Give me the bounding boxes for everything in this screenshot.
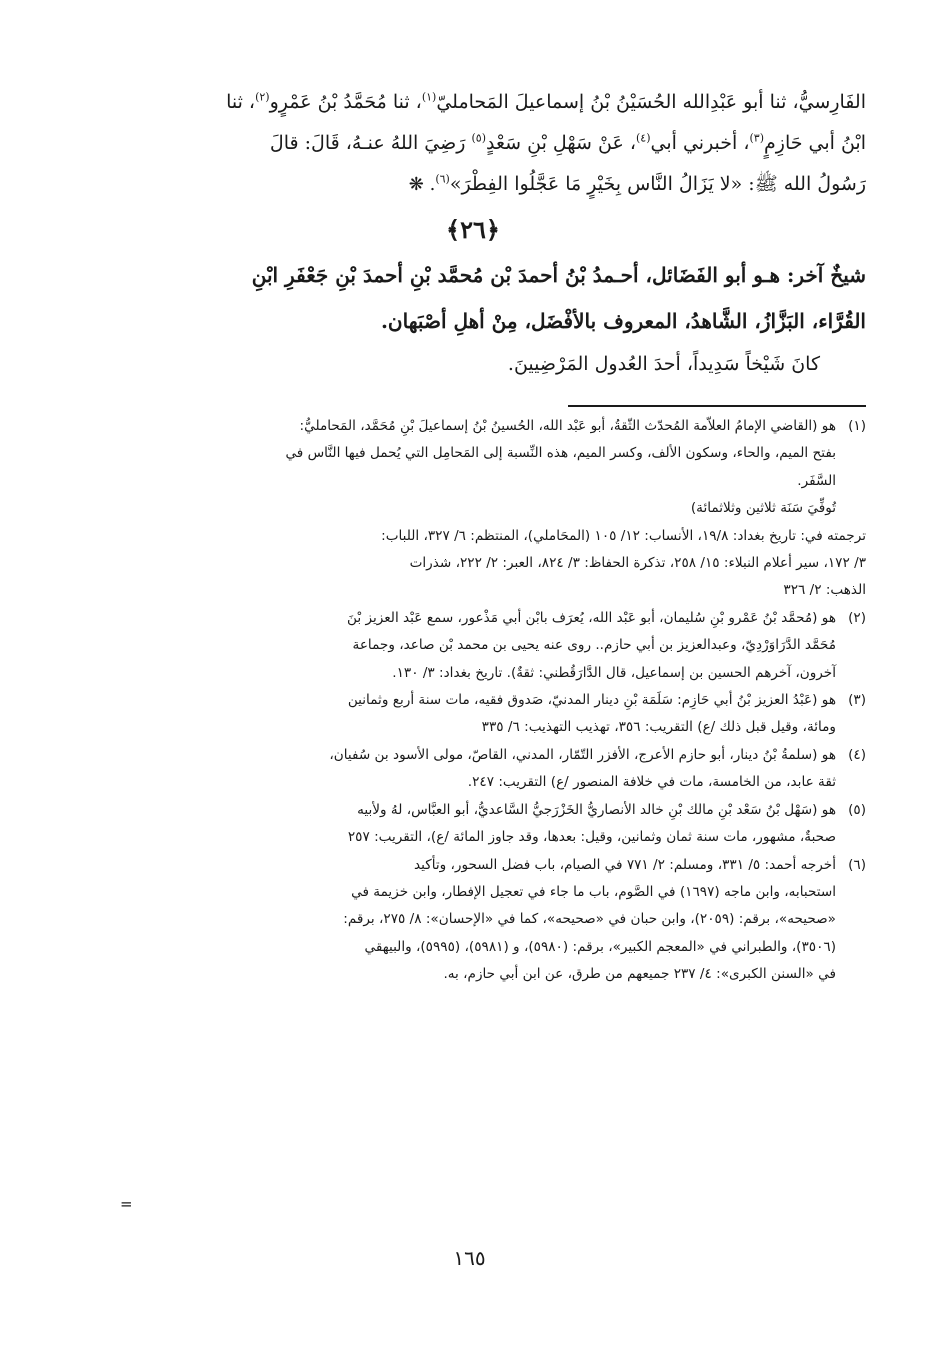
footnote-ref-5[interactable]: (٥) <box>471 131 487 145</box>
continuation-mark: = <box>120 1195 133 1213</box>
footnote-number: (١) <box>848 418 866 434</box>
footnote-ref-2[interactable]: (٢) <box>255 90 270 104</box>
hadith-paragraph <box>80 82 866 205</box>
footnote-ref-6[interactable]: (٦) <box>435 172 450 186</box>
footnote-4 <box>80 742 866 797</box>
hadith-line-2: ابْنُ أبي حَازِمٍ$^{(٣)}$، أخبرني أبي$^{(٤)}$، عَنْ سَهْلِ بْنِ سَعْدٍ$^{(٥)}$ رَضِيَ اللهُ عنـهُ، قَالَ: قالَ <box>269 131 866 154</box>
bio-line-2: القُرَّاء، البَزَّازُ، الشَّاهدُ، المعروف بالأفْضَل، مِنْ أهلِ أصْبَهان. <box>380 309 866 333</box>
hadith-line-1: الفَارِسيُّ، ثنا أبو عَبْدِالله الحُسَيْنُ بْنُ إسماعيلَ المَحامليّ$^{(١)}$، ثنا مُحَمَّدُ بْنُ عَمْرٍو$^{(٢)}$، ثنا <box>226 90 866 113</box>
footnote-ref-1[interactable]: (١) <box>421 90 437 104</box>
end-star-icon: . ❋ <box>408 174 436 195</box>
page-content <box>80 82 866 989</box>
footnote-ref-3[interactable]: (٣) <box>749 131 764 145</box>
footnote-number: (٣) <box>848 692 866 709</box>
footnote-3 <box>80 687 866 742</box>
section-number: ﴿٢٦﴾ <box>446 215 500 244</box>
page-number: ١٦٥ <box>453 1246 486 1270</box>
footnote-body: هو (سَهْل بْنُ سَعْد بْنِ مالك بْنِ خالد الأنصاريُّ الخَزْرَجيُّ السَّاعديُّ، أبو العبَّاس، لهُ ولأبيه صحبةٌ، مشهور، مات سنة ثمان وثمانين، وقيل: بعدها، وقد جاوز المائة /ع)، التقريب: ٢٥٧ <box>347 801 836 846</box>
bio-line-1: شيخٌ آخر: هـو أبو الفَضَائل، أحـمدُ بْنُ أحمدَ بْن مُحمَّد بْنِ أحمدَ بْنِ جَعْفَرِ ابْنِ <box>251 263 866 287</box>
footnote-body: هو (سلمةُ بْنُ دينار، أبو حازم الأعرج، الأفزر التّمّار، المدني، القاصّ، مولى الأسود بن سُفيان، ثقة عابد، من الخامسة، مات في خلافة المنصور /ع) التقريب: ٢٤٧. <box>329 746 836 791</box>
footnotes <box>80 413 866 989</box>
footnote-number: (٥) <box>848 801 866 818</box>
footnote-6 <box>80 852 866 989</box>
footnote-body: هو (القاضي الإمامُ العلاّمة المُحدّث الثّقةُ، أبو عَبْد الله، الحُسينُ بْنُ إسماعيلَ بْنِ مُحَمَّد، المَحامليُّ: بفتح الميم، والحاء، وسكون الألف، وكسر الميم، هذه النِّسبة إلى المَحامِل التي يُحمل فيها النَّاس في السَّفَر. تُوفِّيَ سَنَة ثلاثين وثلاثمائة) <box>285 418 836 517</box>
footnote-divider <box>568 405 866 407</box>
hadith-line-3: رَسُولُ الله ﷺ: «لا يَزَالُ النَّاس بِخَيْرٍ مَا عَجَّلُوا الفِطْرَ»$^{(٦)}$. ❋ <box>408 172 866 195</box>
footnote-number: (٤) <box>848 746 866 763</box>
bio-note: كانَ شَيْخاً سَدِيداً، أحدَ العُدول المَرْضِيينَ. <box>507 353 820 375</box>
footnote-2 <box>80 605 866 687</box>
footnote-body: أخرجه أحمد: ٥/ ٣٣١، ومسلم: ٢/ ٧٧١ في الصيام، باب فضل السحور، وتأكيد استحبابه، وابن ماجه (١٦٩٧) في الصَّوم، باب ما جاء في تعجيل الإفطار، وابن خزيمة في «صحيحه»، برقم: (٢٠٥٩)، وابن حبان في «صحيحه»، كما في «الإحسان»: ٨/ ٢٧٥، برقم: (٣٥٠٦)، والطبراني في «المعجم الكبير»، برقم: (٥٩٨٠)، و (٥٩٨١)، (٥٩٩٥)، والبيهقي في «السنن الكبرى»: ٤/ ٢٣٧ جميعهم من طرق، عن ابن أبي حازم، به. <box>343 856 836 983</box>
footnote-ref-4[interactable]: (٤) <box>635 131 651 145</box>
footnote-number: (٦) <box>848 856 866 873</box>
footnote-number: (٢) <box>848 609 866 626</box>
footnote-1 <box>80 413 866 523</box>
biography-heading <box>80 252 866 344</box>
footnote-body: هو (مُحمَّد بْنُ عَمْرو بْنِ سُليمان، أبو عَبْد الله، يُعرَف بابْن أبي مَذْعور، سمع عَبْد العزيز بْنَ مُحَمَّد الدَّرَاوَرْدِيّ، وعبدالعزيز بن أبي حازم.. روى عنه يحيى بن محمد بْن صاعد، وجماعة آخرون، آخرهم الحسين بن إسماعيل، قال الدَّارَقُطني: ثقةٌ). تاريخ بغداد: ٣/ ١٣٠. <box>347 609 836 681</box>
footnote-5 <box>80 797 866 852</box>
footnote-1-sources: ترجمته في: تاريخ بغداد: ١٩/٨، الأنساب: ١٢/ ١٠٥ (المحَاملي)، المنتظم: ٦/ ٣٢٧، اللباب: ٣/ ١٧٢، سير أعلام النبلاء: ١٥/ ٢٥٨، تذكرة الحفاظ: ٣/ ٨٢٤، العبر: ٢/ ٢٢٢، شذرات الذهب: ٢/ ٣٢٦ <box>381 527 866 599</box>
footnote-body: هو (عَبْدُ العزيز بْنُ أبي حَازِم: سَلَمَة بْنِ دينار المدنيّ، صَدوق فقيه، مات سنة أربع وثمانين ومائة، وقيل قبل ذلك /ع) التقريب: ٣٥٦، تهذيب التهذيب: ٦/ ٣٣٥ <box>347 692 836 736</box>
